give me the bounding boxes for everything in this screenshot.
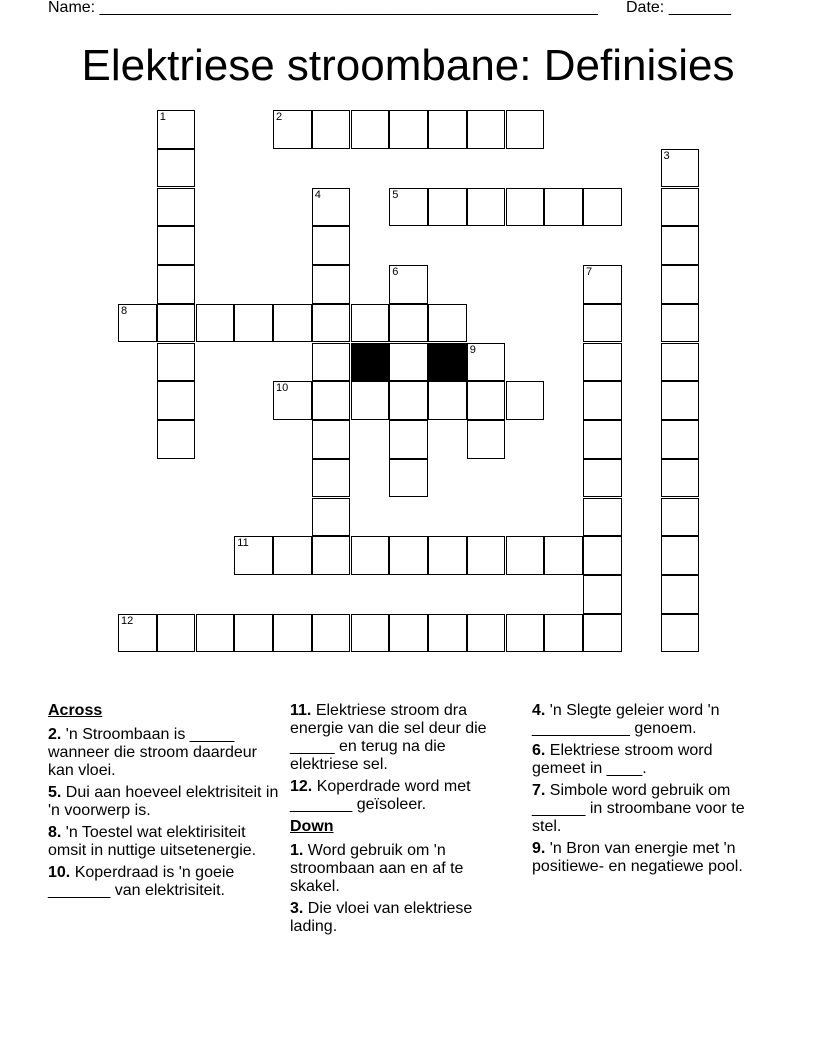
grid-cell[interactable] [583,420,622,459]
grid-cell[interactable] [234,614,273,653]
grid-cell[interactable] [389,459,428,498]
grid-cell[interactable] [312,536,351,575]
clue-text: 'n Toestel wat elektirisiteit omsit in nuttige uitsetenergie. [48,824,257,859]
clue-across-8 [48,824,283,860]
clue-number: 2. [48,726,62,743]
grid-cell[interactable] [351,110,390,149]
clue-number: 1. [290,842,304,859]
clue-text: Elektriese stroom dra energie van die sel deur die _____ en terug na die elektriese sel. [290,702,487,773]
grid-cell[interactable] [157,265,196,304]
grid-cell[interactable] [661,420,700,459]
grid-cell[interactable] [583,304,622,343]
grid-cell[interactable] [389,381,428,420]
grid-cell[interactable] [389,614,428,653]
cell-number: 10 [276,382,289,395]
clue-number: 7. [532,782,546,799]
grid-cell[interactable] [583,614,622,653]
grid-cell[interactable] [351,614,390,653]
clue-down-1 [290,842,515,896]
grid-cell[interactable] [544,614,583,653]
clue-text: Word gebruik om 'n stroombaan aan en af te skakel. [290,842,464,895]
grid-cell[interactable] [389,536,428,575]
grid-cell[interactable] [661,498,700,537]
grid-cell[interactable] [234,304,273,343]
grid-cell[interactable] [467,188,506,227]
grid-cell[interactable] [389,265,428,304]
clue-text: Koperdraad is 'n goeie _______ van elektrisiteit. [48,864,235,899]
grid-block [351,343,390,382]
clue-text: 'n Bron van energie met 'n positiewe- en negatiewe pool. [532,840,743,875]
clue-text: Elektriese stroom word gemeet in ____. [532,742,713,777]
grid-cell[interactable] [583,536,622,575]
grid-cell[interactable] [467,343,506,382]
grid-cell[interactable] [661,459,700,498]
clue-number: 4. [532,702,546,719]
clue-across-2 [48,726,283,780]
grid-cell[interactable] [389,304,428,343]
grid-cell[interactable] [583,498,622,537]
cell-number: 2 [276,111,283,123]
clue-number: 8. [48,824,62,841]
grid-cell[interactable] [661,188,700,227]
grid-cell[interactable] [506,381,545,420]
grid-cell[interactable] [312,420,351,459]
grid-cell[interactable] [157,614,196,653]
grid-cell[interactable] [544,536,583,575]
clue-text: Simbole word gebruik om ______ in stroombane voor te stel. [532,782,745,835]
grid-cell[interactable] [389,110,428,149]
grid-cell[interactable] [312,614,351,653]
grid-cell[interactable] [428,536,467,575]
across-heading: Across [48,702,103,719]
cell-number: 8 [121,304,128,317]
grid-cell[interactable] [312,110,351,149]
clue-down-9 [532,840,767,876]
grid-cell[interactable] [544,188,583,227]
cell-number: 1 [159,111,166,123]
grid-cell[interactable] [583,343,622,382]
cell-number: 5 [392,188,399,201]
clue-text: 'n Slegte geleier word 'n ___________ genoem. [532,702,720,737]
grid-cell[interactable] [506,188,545,227]
clue-text: Die vloei van elektriese lading. [290,900,473,935]
cell-number: 4 [314,188,321,201]
grid-cell[interactable] [312,381,351,420]
grid-cell[interactable] [467,420,506,459]
grid-cell[interactable] [583,265,622,304]
grid-cell[interactable] [312,188,351,227]
clue-text: Dui aan hoeveel elektrisiteit in 'n voorwerp is. [48,784,279,819]
grid-cell[interactable] [467,536,506,575]
grid-cell[interactable] [661,381,700,420]
grid-cell[interactable] [389,343,428,382]
grid-cell[interactable] [312,304,351,343]
page-title: Elektriese stroombane: Definisies [81,41,735,90]
grid-cell[interactable] [196,304,235,343]
grid-cell[interactable] [661,265,700,304]
grid-cell[interactable] [506,110,545,149]
clue-across-11 [290,702,515,774]
grid-cell[interactable] [661,575,700,614]
date-field[interactable]: Date: _______ [626,0,731,16]
grid-cell[interactable] [234,536,273,575]
grid-cell[interactable] [583,459,622,498]
grid-cell[interactable] [583,188,622,227]
grid-cell[interactable] [351,536,390,575]
clue-number: 6. [532,742,546,759]
grid-cell[interactable] [467,614,506,653]
grid-cell[interactable] [312,343,351,382]
grid-cell[interactable] [312,498,351,537]
grid-cell[interactable] [312,226,351,265]
grid-cell[interactable] [351,381,390,420]
grid-cell[interactable] [157,343,196,382]
clue-column-2 [290,702,515,940]
cell-number: 6 [392,266,399,278]
clue-number: 12. [290,778,313,795]
grid-cell[interactable] [196,614,235,653]
grid-cell[interactable] [661,614,700,653]
grid-cell[interactable] [389,188,428,227]
grid-cell[interactable] [661,536,700,575]
grid-cell[interactable] [157,420,196,459]
grid-cell[interactable] [312,265,351,304]
grid-cell[interactable] [428,614,467,653]
grid-cell[interactable] [506,536,545,575]
clue-down-4 [532,702,767,738]
grid-cell[interactable] [312,459,351,498]
grid-cell[interactable] [157,304,196,343]
grid-block [428,343,467,382]
grid-cell[interactable] [389,420,428,459]
clue-across-12 [290,778,515,814]
clue-number: 11. [290,702,312,719]
grid-cell[interactable] [157,381,196,420]
grid-cell[interactable] [428,381,467,420]
clue-down-6 [532,742,767,778]
clue-column-1 [48,702,283,904]
grid-cell[interactable] [506,614,545,653]
cell-number: 7 [586,266,593,278]
down-heading: Down [290,818,334,835]
grid-cell[interactable] [157,110,196,149]
grid-cell[interactable] [118,614,157,653]
grid-cell[interactable] [273,536,312,575]
clue-text: Koperdrade word met _______ geïsoleer. [290,778,471,813]
clue-down-7 [532,782,767,836]
grid-cell[interactable] [351,304,390,343]
clue-text: 'n Stroombaan is _____ wanneer die stroom daardeur kan vloei. [48,726,258,779]
clue-across-10 [48,864,283,900]
grid-cell[interactable] [467,381,506,420]
grid-cell[interactable] [428,110,467,149]
grid-cell[interactable] [273,304,312,343]
clue-column-3 [532,702,767,880]
grid-cell[interactable] [467,110,506,149]
grid-cell[interactable] [583,381,622,420]
cell-number: 3 [663,149,670,162]
name-field[interactable]: Name: ________________________________________________________ [48,0,598,16]
clue-number: 9. [532,840,546,857]
clue-number: 10. [48,864,71,881]
grid-cell[interactable] [273,614,312,653]
clue-down-3 [290,900,515,936]
grid-cell[interactable] [428,188,467,227]
grid-cell[interactable] [661,226,700,265]
grid-cell[interactable] [157,188,196,227]
grid-cell[interactable] [661,343,700,382]
grid-cell[interactable] [661,149,700,188]
grid-cell[interactable] [273,381,312,420]
grid-cell[interactable] [661,304,700,343]
cell-number: 11 [237,537,249,550]
grid-cell[interactable] [273,110,312,149]
clue-across-5 [48,784,283,820]
grid-cell[interactable] [157,226,196,265]
cell-number: 9 [469,343,476,356]
grid-cell[interactable] [583,575,622,614]
grid-cell[interactable] [157,149,196,188]
grid-cell[interactable] [428,304,467,343]
clue-number: 3. [290,900,304,917]
clue-number: 5. [48,784,62,801]
cell-number: 12 [121,614,134,627]
grid-cell[interactable] [118,304,157,343]
